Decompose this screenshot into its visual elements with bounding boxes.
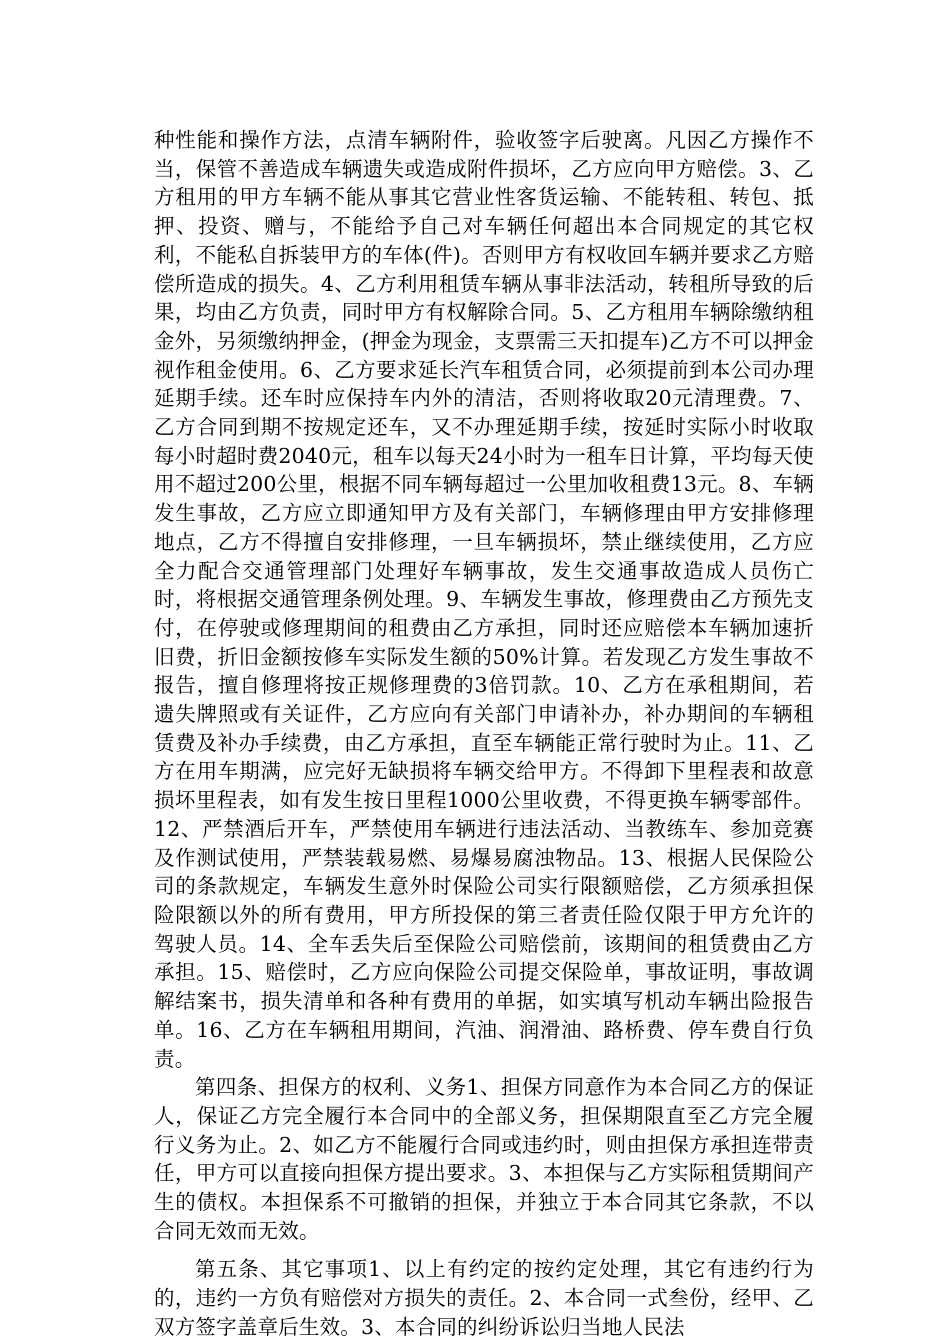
- paragraph-clauses-continued: 种性能和操作方法，点清车辆附件，验收签字后驶离。凡因乙方操作不当，保管不善造成车辆遗失或造成附件损坏，乙方应向甲方赔偿。3、乙方租用的甲方车辆不能从事其它营业性客货运输、不能转租、转包、抵押、投资、赠与，不能给予自己对车辆任何超出本合同规定的其它权利，不能私自拆装甲方的车体(件)。否则甲方有权收回车辆并要求乙方赔偿所造成的损失。4、乙方利用租赁车辆从事非法活动，转租所导致的后果，均由乙方负责，同时甲方有权解除合同。5、乙方租用车辆除缴纳租金外，另须缴纳押金，(押金为现金，支票需三天扣提车)乙方不可以押金视作租金使用。6、乙方要求延长汽车租赁合同，必须提前到本公司办理延期手续。还车时应保持车内外的清洁，否则将收取20元清理费。7、乙方合同到期不按规定还车，又不办理延期手续，按延时实际小时收取每小时超时费2040元，租车以每天24小时为一租车日计算，平均每天使用不超过200公里，根据不同车辆每超过一公里加收租费13元。8、车辆发生事故，乙方应立即通知甲方及有关部门，车辆修理由甲方安排修理地点，乙方不得擅自安排修理，一旦车辆损坏，禁止继续使用，乙方应全力配合交通管理部门处理好车辆事故，发生交通事故造成人员伤亡时，将根据交通管理条例处理。9、车辆发生事故，修理费由乙方预先支付，在停驶或修理期间的租费由乙方承担，同时还应赔偿本车辆加速折旧费，折旧金额按修车实际发生额的50%计算。若发现乙方发生事故不报告，擅自修理将按正规修理费的3倍罚款。10、乙方在承租期间，若遗失牌照或有关证件，乙方应向有关部门申请补办，补办期间的车辆租赁费及补办手续费，由乙方承担，直至车辆能正常行驶时为止。11、乙方在用车期满，应完好无缺损将车辆交给甲方。不得卸下里程表和故意损坏里程表，如有发生按日里程1000公里收费，不得更换车辆零部件。12、严禁酒后开车，严禁使用车辆进行违法活动、当教练车、参加竞赛及作测试使用，严禁装载易燃、易爆易腐浊物品。13、根据人民保险公司的条款规定，车辆发生意外时保险公司实行限额赔偿，乙方须承担保险限额以外的所有费用，甲方所投保的第三者责任险仅限于甲方允许的驾驶人员。14、全车丢失后至保险公司赔偿前，该期间的租赁费由乙方承担。15、赔偿时，乙方应向保险公司提交保险单，事故证明，事故调解结案书，损失清单和各种有费用的单据，如实填写机动车辆出险报告单。16、乙方在车辆租用期间，汽油、润滑油、路桥费、停车费自行负责。: [154, 128, 814, 1071]
- document-body: [154, 126, 814, 1342]
- paragraph-article-4-guarantor: 第四条、担保方的权利、义务1、担保方同意作为本合同乙方的保证人，保证乙方完全履行本合同中的全部义务，担保期限直至乙方完全履行义务为止。2、如乙方不能履行合同或违约时，则由担保方承担连带责任，甲方可以直接向担保方提出要求。3、本担保与乙方实际租赁期间产生的债权。本担保系不可撤销的担保，并独立于本合同其它条款，不以合同无效而无效。: [154, 1075, 814, 1243]
- paragraph-article-5-other-matters: 第五条、其它事项1、以上有约定的按约定处理，其它有违约行为的，违约一方负有赔偿对方损失的责任。2、本合同一式叁份，经甲、乙双方签字盖章后生效。3、本合同的纠纷诉讼归当地人民法: [154, 1257, 814, 1339]
